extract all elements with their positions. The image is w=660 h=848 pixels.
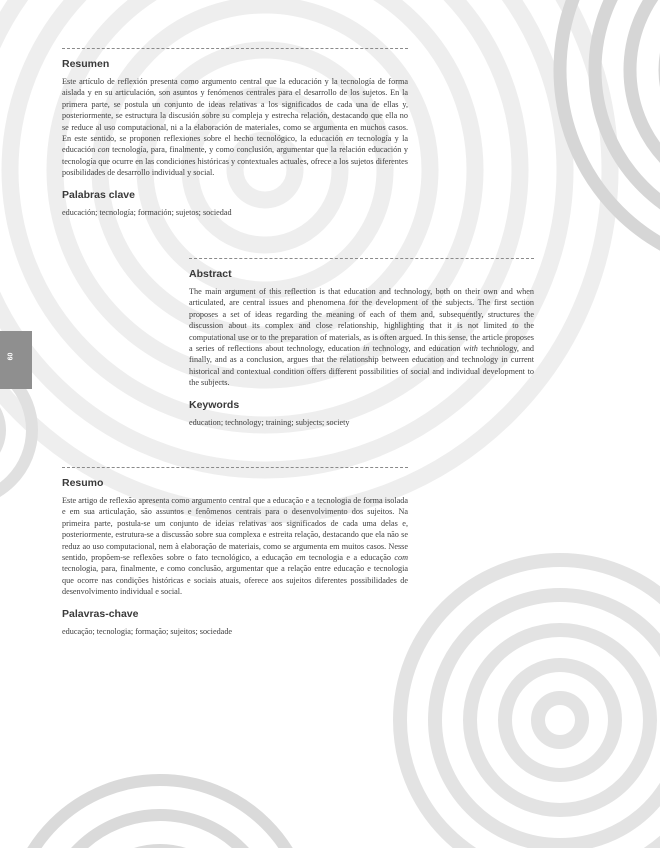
- palavras-chave-list: educação; tecnologia; formação; sujeitos; sociedade: [62, 626, 233, 636]
- palabras-clave-list: educación; tecnología; formación; sujetos; sociedad: [62, 207, 232, 217]
- divider-rule: [62, 467, 408, 468]
- palabras-clave-title: Palabras clave: [62, 188, 135, 201]
- resumo-section: [62, 467, 408, 637]
- abstract-text: The main argument of this reflection is that education and technology, both on their own and when articulated, are central issues and phenomena for the development of the subjects. The first section proposes a set of ideas regarding the meaning of each of them and, subsequently, structures the discussion about its complex and close relationship, highlighting that it is not limited to the computational use or to the preparation of materials, as is often argued. In this sense, the article proposes a series of reflections about technology, education in technology, and education with technology, and finally, and as a conclusion, argues that the relationship between education and technology in current historical and contextual condition offers different possibilities of social and individual development to the subjects.: [189, 287, 535, 388]
- page-number: 60: [7, 352, 15, 361]
- resumen-section: [62, 48, 408, 218]
- resumo-text: Este artigo de reflexão apresenta como argumento central que a educação e a tecnologia de forma isolada e em sua articulação, são assuntos e fenômenos centrais para o desenvolvimento dos sujeitos. Na primeira parte, postula-se um conjunto de ideias relativas aos significados de cada uma delas e, posteriormente, estrutura-se a discussão sobre sua complexa e estreita relação, destacando que ela não se reduz ao uso computacional, nem à elaboração de materiais, como se argumenta em muitos casos. Nesse sentido, propõem-se reflexões sobre o fato tecnológico, a educação em tecnologia e a educação com tecnologia, para, finalmente, e como conclusão, argumentar que a relação entre educação e tecnologia que ocorre nas condições históricas e sociais atuais, oferece aos sujeitos diferentes possibilidades de desenvolvimento individual e social.: [62, 496, 408, 597]
- keywords-title: Keywords: [189, 398, 240, 411]
- side-tab: [0, 331, 32, 389]
- resumen-title: Resumen: [62, 58, 110, 70]
- resumo-title: Resumo: [62, 477, 104, 489]
- abstract-title: Abstract: [189, 268, 232, 280]
- resumen-text: Este artículo de reflexión presenta como argumento central que la educación y la tecnología de forma aislada y en su articulación, son asuntos y fenómenos centrales para el desarrollo de los sujetos. En la primera parte, se postula un conjunto de ideas relativas a los significados de cada una de ellas y, posteriormente, se estructura la discusión sobre su compleja y estrecha relación, destacando que ella no se reduce al uso computacional, ni a la elaboración de materiales, como se argumenta en muchos casos. En este sentido, se proponen reflexiones sobre el hecho tecnológico, la educación en tecnología y la educación con tecnología, para, finalmente, y como conclusión, argumentar que la relación educación y tecnología que ocurre en las condiciones históricas y contextuales actuales, ofrece a los sujetos diferentes posibilidades de desarrollo individual y social.: [62, 77, 408, 178]
- palavras-chave-title: Palavras-chave: [62, 607, 139, 620]
- divider-rule: [189, 258, 534, 259]
- divider-rule: [62, 48, 408, 49]
- keywords-list: education; technology; training; subjects; society: [189, 417, 350, 427]
- abstract-section: [189, 258, 534, 428]
